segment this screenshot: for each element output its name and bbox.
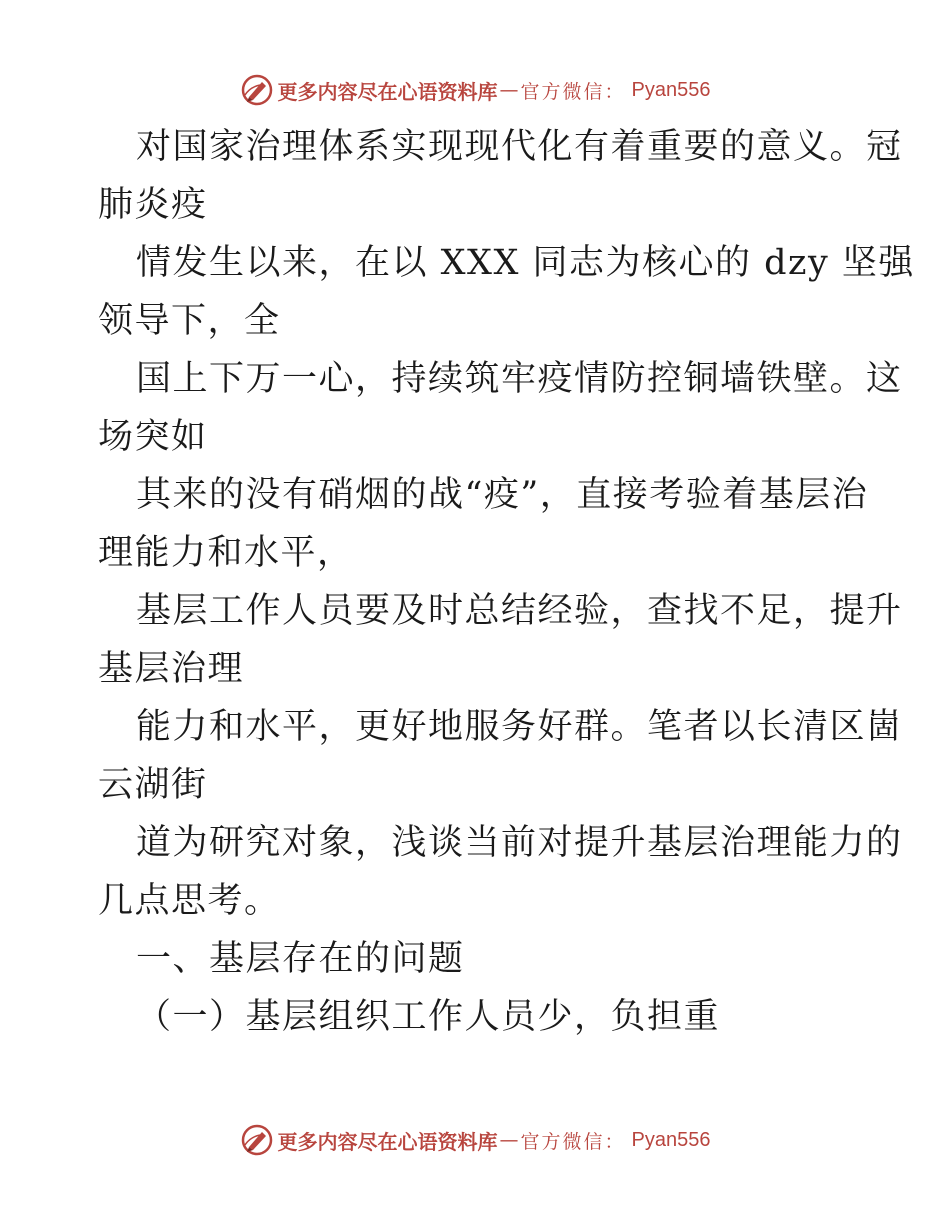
wechat-label: 官方微信：	[520, 1130, 626, 1153]
paragraph-line: 道为研究对象，浅谈当前对提升基层治理能力的	[136, 823, 903, 863]
logo-icon	[240, 1123, 274, 1157]
paragraph-line: 场突如	[98, 417, 208, 457]
wechat-id: Pyan556	[631, 78, 711, 101]
banner-separator: —	[499, 79, 519, 101]
paragraph-line: 对国家治理体系实现现代化有着重要的意义。冠	[136, 127, 903, 167]
header-banner	[0, 70, 950, 110]
paragraph-line: 云湖街	[98, 765, 208, 805]
paragraph-line: 情发生以来，在以 XXX 同志为核心的 dzy 坚强	[136, 243, 915, 283]
paragraph-line: 基层治理	[98, 649, 245, 689]
paragraph-line: 理能力和水平，	[98, 533, 354, 573]
paragraph-line: 其来的没有硝烟的战“疫”，直接考验着基层治	[136, 475, 869, 515]
subsection-heading: （一）基层组织工作人员少，负担重	[136, 997, 721, 1037]
wechat-label: 官方微信：	[520, 80, 626, 103]
section-heading: 一、基层存在的问题	[136, 939, 465, 979]
paragraph-line: 能力和水平，更好地服务好群。笔者以长清区崮	[136, 707, 903, 747]
paragraph-line: 几点思考。	[98, 881, 281, 921]
banner-separator: —	[499, 1129, 519, 1151]
site-name: 更多内容尽在心语资料库	[277, 79, 498, 104]
logo-icon	[240, 73, 274, 107]
paragraph-line: 领导下，全	[98, 301, 281, 341]
site-name: 更多内容尽在心语资料库	[277, 1129, 498, 1154]
paragraph-line: 肺炎疫	[98, 185, 208, 225]
paragraph-line: 国上下万一心，持续筑牢疫情防控铜墙铁壁。这	[136, 359, 903, 399]
footer-banner	[0, 1120, 950, 1160]
paragraph-line: 基层工作人员要及时总结经验，查找不足，提升	[136, 591, 903, 631]
wechat-id: Pyan556	[631, 1128, 711, 1151]
document-body	[98, 118, 915, 1046]
